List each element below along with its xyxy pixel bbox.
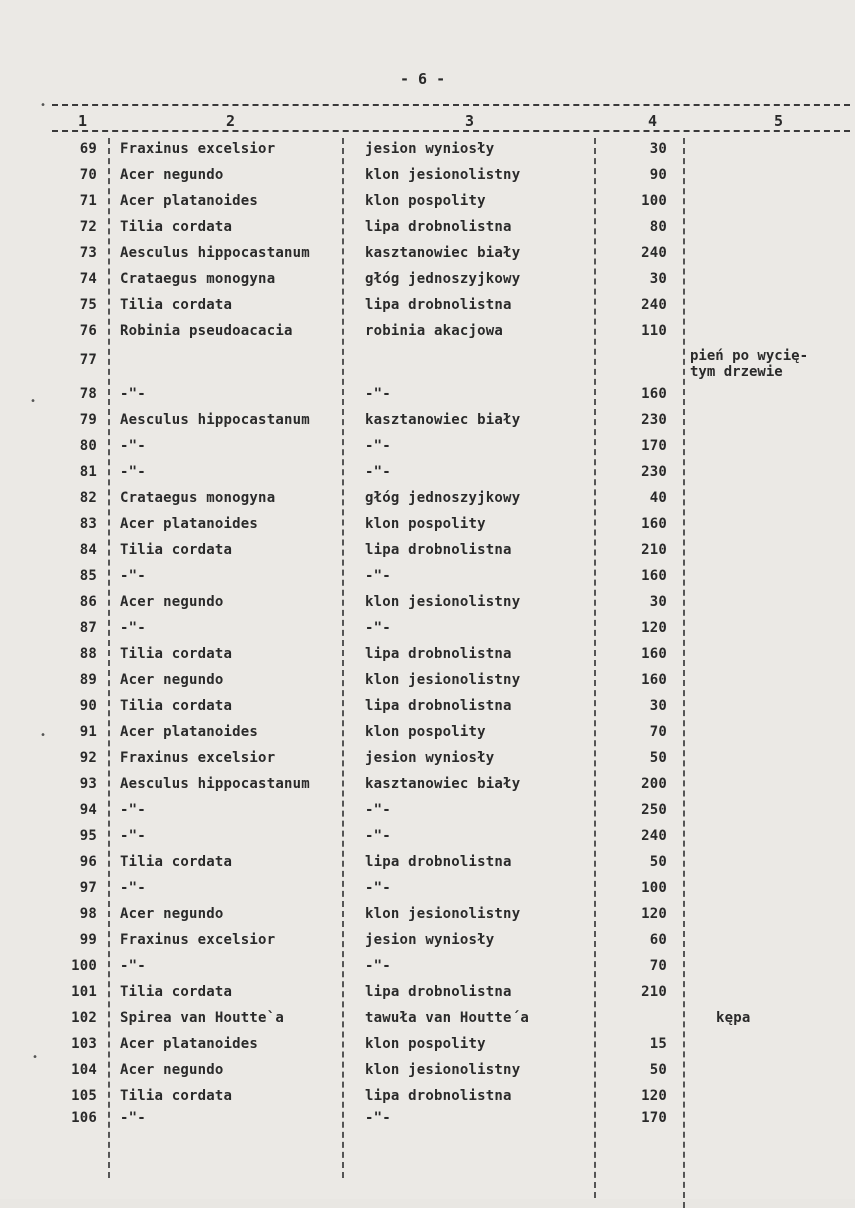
latin-name: Tilia cordata <box>120 219 233 235</box>
value-cell: 70 <box>649 958 667 974</box>
table-row <box>0 1010 855 1036</box>
value-cell: 200 <box>641 776 667 792</box>
table-row <box>0 984 855 1010</box>
table-row <box>0 724 855 750</box>
latin-name: -"- <box>120 620 146 636</box>
row-number: 99 <box>79 932 97 948</box>
row-number: 80 <box>79 438 97 454</box>
polish-name: klon pospolity <box>365 516 486 532</box>
latin-name: Acer negundo <box>120 1062 224 1078</box>
value-cell: 30 <box>649 594 667 610</box>
polish-name: -"- <box>365 802 391 818</box>
polish-name: jesion wyniosły <box>365 141 495 157</box>
polish-name: tawuła van Houtte´a <box>365 1010 529 1026</box>
polish-name: -"- <box>365 958 391 974</box>
table-row <box>0 828 855 854</box>
table-row <box>0 516 855 542</box>
note-cell: pień po wycię- tym drzewie <box>690 348 809 380</box>
value-cell: 120 <box>641 1088 667 1104</box>
table-row <box>0 672 855 698</box>
polish-name: klon pospolity <box>365 724 486 740</box>
latin-name: Fraxinus excelsior <box>120 932 276 948</box>
latin-name: Tilia cordata <box>120 854 233 870</box>
polish-name: kasztanowiec biały <box>365 776 521 792</box>
column-header-1: 1 <box>78 112 88 130</box>
table-row <box>0 880 855 906</box>
value-cell: 100 <box>641 880 667 896</box>
row-number: 105 <box>71 1088 97 1104</box>
row-number: 98 <box>79 906 97 922</box>
table-row <box>0 594 855 620</box>
row-number: 88 <box>79 646 97 662</box>
polish-name: -"- <box>365 880 391 896</box>
table-row <box>0 906 855 932</box>
table-row <box>0 141 855 167</box>
polish-name: klon pospolity <box>365 193 486 209</box>
table-row <box>0 568 855 594</box>
latin-name: Acer negundo <box>120 167 224 183</box>
value-cell: 100 <box>641 193 667 209</box>
row-number: 74 <box>79 271 97 287</box>
latin-name: Acer platanoides <box>120 724 259 740</box>
table-row <box>0 542 855 568</box>
latin-name: Fraxinus excelsior <box>120 141 276 157</box>
value-cell: 170 <box>641 438 667 454</box>
table-row <box>0 1036 855 1062</box>
polish-name: głóg jednoszyjkowy <box>365 490 521 506</box>
latin-name: Aesculus hippocastanum <box>120 245 310 261</box>
value-cell: 80 <box>649 219 667 235</box>
table-row <box>0 245 855 271</box>
polish-name: jesion wyniosły <box>365 932 495 948</box>
latin-name: Aesculus hippocastanum <box>120 776 310 792</box>
table-row <box>0 932 855 958</box>
row-number: 76 <box>79 323 97 339</box>
column-header-5: 5 <box>774 112 784 130</box>
row-number: 70 <box>79 167 97 183</box>
latin-name: Tilia cordata <box>120 698 233 714</box>
row-number: 87 <box>79 620 97 636</box>
table-row <box>0 464 855 490</box>
value-cell: 120 <box>641 620 667 636</box>
polish-name: -"- <box>365 464 391 480</box>
row-number: 82 <box>79 490 97 506</box>
latin-name: Tilia cordata <box>120 297 233 313</box>
column-header-2: 2 <box>226 112 236 130</box>
punch-mark: • <box>30 396 37 407</box>
polish-name: -"- <box>365 568 391 584</box>
row-number: 86 <box>79 594 97 610</box>
latin-name: Acer negundo <box>120 906 224 922</box>
row-number: 77 <box>79 352 97 368</box>
table-row <box>0 219 855 245</box>
latin-name: -"- <box>120 958 146 974</box>
value-cell: 230 <box>641 464 667 480</box>
value-cell: 210 <box>641 984 667 1000</box>
polish-name: lipa drobnolistna <box>365 1088 512 1104</box>
value-cell: 160 <box>641 672 667 688</box>
row-number: 75 <box>79 297 97 313</box>
punch-mark: • <box>40 730 47 741</box>
value-cell: 250 <box>641 802 667 818</box>
row-number: 101 <box>71 984 97 1000</box>
row-number: 94 <box>79 802 97 818</box>
latin-name: Robinia pseudoacacia <box>120 323 293 339</box>
row-number: 102 <box>71 1010 97 1026</box>
row-number: 83 <box>79 516 97 532</box>
polish-name: -"- <box>365 438 391 454</box>
latin-name: -"- <box>120 880 146 896</box>
polish-name: lipa drobnolistna <box>365 219 512 235</box>
polish-name: klon pospolity <box>365 1036 486 1052</box>
row-number: 79 <box>79 412 97 428</box>
table-row <box>0 167 855 193</box>
table-row <box>0 412 855 438</box>
row-number: 106 <box>71 1110 97 1126</box>
latin-name: Acer platanoides <box>120 1036 259 1052</box>
value-cell: 160 <box>641 386 667 402</box>
value-cell: 240 <box>641 245 667 261</box>
polish-name: głóg jednoszyjkowy <box>365 271 521 287</box>
latin-name: Tilia cordata <box>120 542 233 558</box>
polish-name: klon jesionolistny <box>365 906 521 922</box>
polish-name: lipa drobnolistna <box>365 984 512 1000</box>
latin-name: Fraxinus excelsior <box>120 750 276 766</box>
row-number: 104 <box>71 1062 97 1078</box>
value-cell: 30 <box>649 271 667 287</box>
table-row <box>0 297 855 323</box>
value-cell: 160 <box>641 516 667 532</box>
latin-name: -"- <box>120 464 146 480</box>
latin-name: -"- <box>120 568 146 584</box>
latin-name: Crataegus monogyna <box>120 271 276 287</box>
table-row <box>0 750 855 776</box>
row-number: 89 <box>79 672 97 688</box>
polish-name: jesion wyniosły <box>365 750 495 766</box>
table-row <box>0 958 855 984</box>
latin-name: Acer platanoides <box>120 516 259 532</box>
note-cell: kępa <box>716 1010 751 1026</box>
table-row <box>0 271 855 297</box>
table-row <box>0 1062 855 1088</box>
value-cell: 60 <box>649 932 667 948</box>
latin-name: Tilia cordata <box>120 646 233 662</box>
value-cell: 70 <box>649 724 667 740</box>
row-number: 92 <box>79 750 97 766</box>
value-cell: 120 <box>641 906 667 922</box>
table-row <box>0 854 855 880</box>
table-row <box>0 802 855 828</box>
latin-name: -"- <box>120 386 146 402</box>
table-row <box>0 1110 855 1136</box>
latin-name: Tilia cordata <box>120 984 233 1000</box>
polish-name: lipa drobnolistna <box>365 646 512 662</box>
polish-name: -"- <box>365 1110 391 1126</box>
table-row <box>0 698 855 724</box>
row-number: 84 <box>79 542 97 558</box>
polish-name: klon jesionolistny <box>365 1062 521 1078</box>
latin-name: Tilia cordata <box>120 1088 233 1104</box>
latin-name: -"- <box>120 828 146 844</box>
table-row <box>0 386 855 412</box>
latin-name: -"- <box>120 802 146 818</box>
value-cell: 170 <box>641 1110 667 1126</box>
table-row <box>0 620 855 646</box>
value-cell: 90 <box>649 167 667 183</box>
value-cell: 30 <box>649 141 667 157</box>
row-number: 85 <box>79 568 97 584</box>
polish-name: -"- <box>365 828 391 844</box>
latin-name: Acer platanoides <box>120 193 259 209</box>
row-number: 96 <box>79 854 97 870</box>
row-number: 81 <box>79 464 97 480</box>
row-number: 71 <box>79 193 97 209</box>
value-cell: 240 <box>641 297 667 313</box>
polish-name: klon jesionolistny <box>365 672 521 688</box>
row-number: 72 <box>79 219 97 235</box>
row-number: 78 <box>79 386 97 402</box>
polish-name: robinia akacjowa <box>365 323 504 339</box>
polish-name: lipa drobnolistna <box>365 854 512 870</box>
value-cell: 160 <box>641 646 667 662</box>
punch-mark: • <box>40 100 47 111</box>
latin-name: -"- <box>120 438 146 454</box>
latin-name: Acer negundo <box>120 672 224 688</box>
table-top-rule <box>52 104 850 106</box>
polish-name: lipa drobnolistna <box>365 698 512 714</box>
row-number: 95 <box>79 828 97 844</box>
table-row <box>0 776 855 802</box>
value-cell: 210 <box>641 542 667 558</box>
latin-name: -"- <box>120 1110 146 1126</box>
row-number: 69 <box>79 141 97 157</box>
table-row <box>0 323 855 349</box>
latin-name: Spirea van Houtte`a <box>120 1010 284 1026</box>
row-number: 93 <box>79 776 97 792</box>
value-cell: 50 <box>649 750 667 766</box>
value-cell: 15 <box>649 1036 667 1052</box>
polish-name: -"- <box>365 386 391 402</box>
latin-name: Acer negundo <box>120 594 224 610</box>
punch-mark: • <box>32 1052 39 1063</box>
value-cell: 110 <box>641 323 667 339</box>
latin-name: Crataegus monogyna <box>120 490 276 506</box>
value-cell: 240 <box>641 828 667 844</box>
polish-name: lipa drobnolistna <box>365 297 512 313</box>
polish-name: klon jesionolistny <box>365 594 521 610</box>
row-number: 90 <box>79 698 97 714</box>
latin-name: Aesculus hippocastanum <box>120 412 310 428</box>
value-cell: 160 <box>641 568 667 584</box>
value-cell: 40 <box>649 490 667 506</box>
column-header-4: 4 <box>648 112 658 130</box>
value-cell: 50 <box>649 1062 667 1078</box>
table-row <box>0 438 855 464</box>
column-header-3: 3 <box>465 112 475 130</box>
value-cell: 30 <box>649 698 667 714</box>
value-cell: 50 <box>649 854 667 870</box>
polish-name: kasztanowiec biały <box>365 412 521 428</box>
row-number: 100 <box>71 958 97 974</box>
row-number: 97 <box>79 880 97 896</box>
polish-name: -"- <box>365 620 391 636</box>
table-row <box>0 193 855 219</box>
table-row <box>0 490 855 516</box>
value-cell: 230 <box>641 412 667 428</box>
row-number: 73 <box>79 245 97 261</box>
row-number: 91 <box>79 724 97 740</box>
polish-name: klon jesionolistny <box>365 167 521 183</box>
polish-name: lipa drobnolistna <box>365 542 512 558</box>
row-number: 103 <box>71 1036 97 1052</box>
page-number: - 6 - <box>400 70 446 88</box>
header-rule <box>52 130 850 132</box>
polish-name: kasztanowiec biały <box>365 245 521 261</box>
table-row <box>0 646 855 672</box>
